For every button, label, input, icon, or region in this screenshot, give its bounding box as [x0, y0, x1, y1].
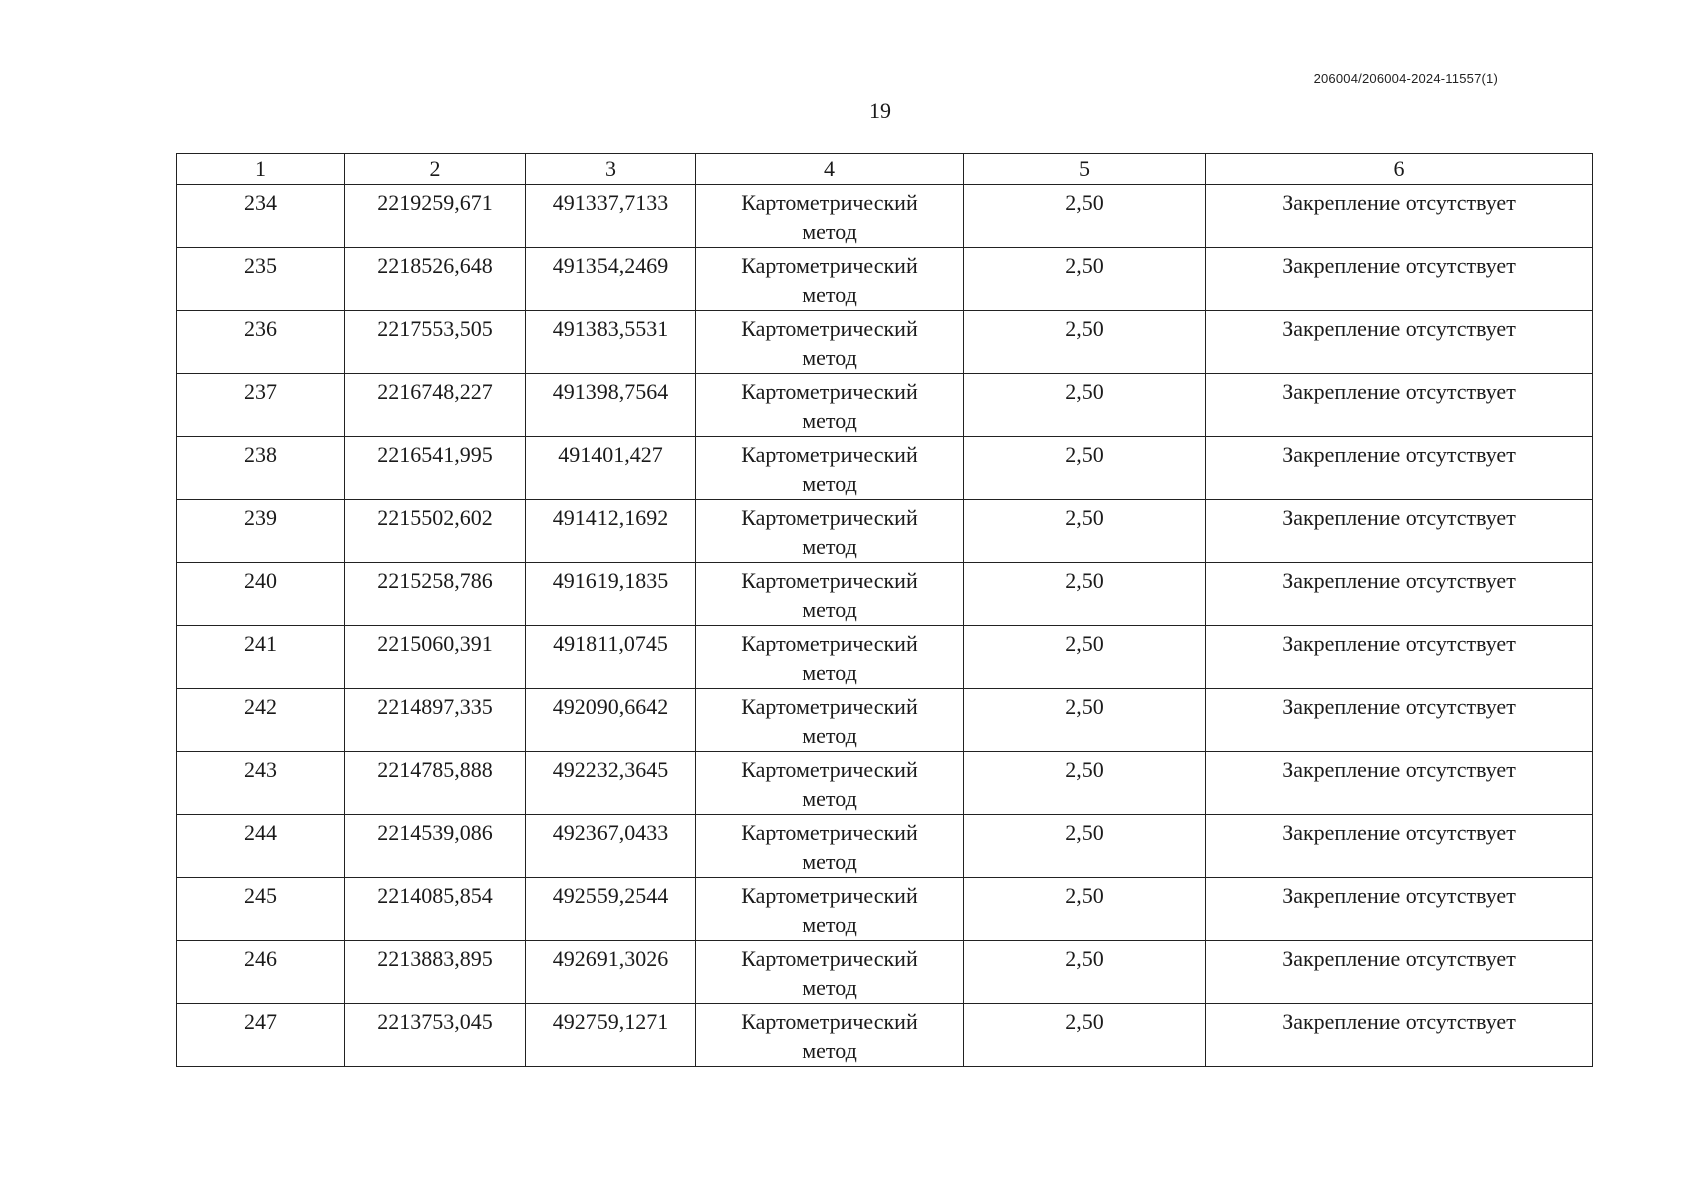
method-cell: [696, 815, 964, 878]
table-row: [177, 563, 1593, 626]
table-row: [177, 311, 1593, 374]
method-text-line: метод: [802, 786, 857, 811]
y-coordinate-cell: 492367,0433: [526, 815, 696, 878]
method-text-line: Картометрический: [741, 631, 918, 656]
point-number-cell: 236: [177, 311, 345, 374]
method-cell: [696, 563, 964, 626]
accuracy-cell: 2,50: [964, 1004, 1206, 1067]
x-coordinate-cell: 2216541,995: [345, 437, 526, 500]
table-row: [177, 500, 1593, 563]
column-header-4: 4: [696, 154, 964, 185]
x-coordinate-cell: 2215060,391: [345, 626, 526, 689]
method-text-line: Картометрический: [741, 946, 918, 971]
method-text-line: Картометрический: [741, 757, 918, 782]
accuracy-cell: 2,50: [964, 626, 1206, 689]
method-cell: [696, 878, 964, 941]
fixing-description-cell: Закрепление отсутствует: [1206, 500, 1593, 563]
x-coordinate-cell: 2215258,786: [345, 563, 526, 626]
point-number-cell: 234: [177, 185, 345, 248]
accuracy-cell: 2,50: [964, 941, 1206, 1004]
accuracy-cell: 2,50: [964, 878, 1206, 941]
coordinates-table: [176, 153, 1593, 1067]
x-coordinate-cell: 2218526,648: [345, 248, 526, 311]
method-text-line: метод: [802, 975, 857, 1000]
x-coordinate-cell: 2214785,888: [345, 752, 526, 815]
method-text-line: Картометрический: [741, 505, 918, 530]
x-coordinate-cell: 2217553,505: [345, 311, 526, 374]
x-coordinate-cell: 2214897,335: [345, 689, 526, 752]
x-coordinate-cell: 2216748,227: [345, 374, 526, 437]
table-row: [177, 374, 1593, 437]
accuracy-cell: 2,50: [964, 311, 1206, 374]
fixing-description-cell: Закрепление отсутствует: [1206, 311, 1593, 374]
point-number-cell: 240: [177, 563, 345, 626]
y-coordinate-cell: 491354,2469: [526, 248, 696, 311]
table-row: [177, 752, 1593, 815]
method-cell: [696, 374, 964, 437]
x-coordinate-cell: 2214085,854: [345, 878, 526, 941]
method-cell: [696, 185, 964, 248]
method-text-line: Картометрический: [741, 883, 918, 908]
fixing-description-cell: Закрепление отсутствует: [1206, 1004, 1593, 1067]
y-coordinate-cell: 492759,1271: [526, 1004, 696, 1067]
accuracy-cell: 2,50: [964, 752, 1206, 815]
fixing-description-cell: Закрепление отсутствует: [1206, 563, 1593, 626]
fixing-description-cell: Закрепление отсутствует: [1206, 374, 1593, 437]
table-row: [177, 689, 1593, 752]
method-text-line: Картометрический: [741, 190, 918, 215]
x-coordinate-cell: 2214539,086: [345, 815, 526, 878]
y-coordinate-cell: 491398,7564: [526, 374, 696, 437]
method-cell: [696, 689, 964, 752]
fixing-description-cell: Закрепление отсутствует: [1206, 941, 1593, 1004]
x-coordinate-cell: 2215502,602: [345, 500, 526, 563]
fixing-description-cell: Закрепление отсутствует: [1206, 626, 1593, 689]
y-coordinate-cell: 492559,2544: [526, 878, 696, 941]
point-number-cell: 239: [177, 500, 345, 563]
method-text-line: Картометрический: [741, 568, 918, 593]
method-cell: [696, 311, 964, 374]
point-number-cell: 247: [177, 1004, 345, 1067]
method-text-line: метод: [802, 282, 857, 307]
accuracy-cell: 2,50: [964, 185, 1206, 248]
fixing-description-cell: Закрепление отсутствует: [1206, 689, 1593, 752]
table-row: [177, 626, 1593, 689]
point-number-cell: 241: [177, 626, 345, 689]
fixing-description-cell: Закрепление отсутствует: [1206, 878, 1593, 941]
document-id: 206004/206004-2024-11557(1): [1313, 71, 1498, 86]
column-header-2: 2: [345, 154, 526, 185]
method-text-line: метод: [802, 912, 857, 937]
accuracy-cell: 2,50: [964, 248, 1206, 311]
method-cell: [696, 500, 964, 563]
y-coordinate-cell: 492232,3645: [526, 752, 696, 815]
method-cell: [696, 626, 964, 689]
method-text-line: Картометрический: [741, 694, 918, 719]
point-number-cell: 246: [177, 941, 345, 1004]
fixing-description-cell: Закрепление отсутствует: [1206, 815, 1593, 878]
method-cell: [696, 1004, 964, 1067]
x-coordinate-cell: 2213883,895: [345, 941, 526, 1004]
table-row: [177, 941, 1593, 1004]
accuracy-cell: 2,50: [964, 437, 1206, 500]
y-coordinate-cell: 492090,6642: [526, 689, 696, 752]
method-text-line: метод: [802, 345, 857, 370]
method-text-line: Картометрический: [741, 253, 918, 278]
column-header-6: 6: [1206, 154, 1593, 185]
method-text-line: Картометрический: [741, 1009, 918, 1034]
method-text-line: метод: [802, 534, 857, 559]
page-number: 19: [869, 98, 891, 123]
accuracy-cell: 2,50: [964, 563, 1206, 626]
method-text-line: метод: [802, 849, 857, 874]
method-text-line: метод: [802, 597, 857, 622]
method-text-line: метод: [802, 660, 857, 685]
column-header-5: 5: [964, 154, 1206, 185]
table-row: [177, 815, 1593, 878]
x-coordinate-cell: 2219259,671: [345, 185, 526, 248]
column-header-3: 3: [526, 154, 696, 185]
table-row: [177, 185, 1593, 248]
fixing-description-cell: Закрепление отсутствует: [1206, 248, 1593, 311]
point-number-cell: 237: [177, 374, 345, 437]
header-row: [177, 154, 1593, 185]
point-number-cell: 244: [177, 815, 345, 878]
method-text-line: метод: [802, 723, 857, 748]
method-cell: [696, 248, 964, 311]
y-coordinate-cell: 491412,1692: [526, 500, 696, 563]
y-coordinate-cell: 491401,427: [526, 437, 696, 500]
method-text-line: метод: [802, 471, 857, 496]
column-header-1: 1: [177, 154, 345, 185]
point-number-cell: 238: [177, 437, 345, 500]
method-cell: [696, 437, 964, 500]
y-coordinate-cell: 492691,3026: [526, 941, 696, 1004]
table-row: [177, 437, 1593, 500]
method-cell: [696, 752, 964, 815]
y-coordinate-cell: 491383,5531: [526, 311, 696, 374]
table-body: [177, 185, 1593, 1067]
accuracy-cell: 2,50: [964, 374, 1206, 437]
point-number-cell: 242: [177, 689, 345, 752]
y-coordinate-cell: 491619,1835: [526, 563, 696, 626]
x-coordinate-cell: 2213753,045: [345, 1004, 526, 1067]
accuracy-cell: 2,50: [964, 689, 1206, 752]
method-text-line: метод: [802, 408, 857, 433]
accuracy-cell: 2,50: [964, 500, 1206, 563]
table-row: [177, 1004, 1593, 1067]
method-text-line: метод: [802, 219, 857, 244]
fixing-description-cell: Закрепление отсутствует: [1206, 185, 1593, 248]
method-text-line: метод: [802, 1038, 857, 1063]
fixing-description-cell: Закрепление отсутствует: [1206, 752, 1593, 815]
point-number-cell: 245: [177, 878, 345, 941]
method-text-line: Картометрический: [741, 442, 918, 467]
y-coordinate-cell: 491337,7133: [526, 185, 696, 248]
method-text-line: Картометрический: [741, 379, 918, 404]
point-number-cell: 243: [177, 752, 345, 815]
point-number-cell: 235: [177, 248, 345, 311]
accuracy-cell: 2,50: [964, 815, 1206, 878]
fixing-description-cell: Закрепление отсутствует: [1206, 437, 1593, 500]
method-cell: [696, 941, 964, 1004]
table-header: [177, 154, 1593, 185]
table-row: [177, 248, 1593, 311]
method-text-line: Картометрический: [741, 316, 918, 341]
method-text-line: Картометрический: [741, 820, 918, 845]
table-row: [177, 878, 1593, 941]
y-coordinate-cell: 491811,0745: [526, 626, 696, 689]
